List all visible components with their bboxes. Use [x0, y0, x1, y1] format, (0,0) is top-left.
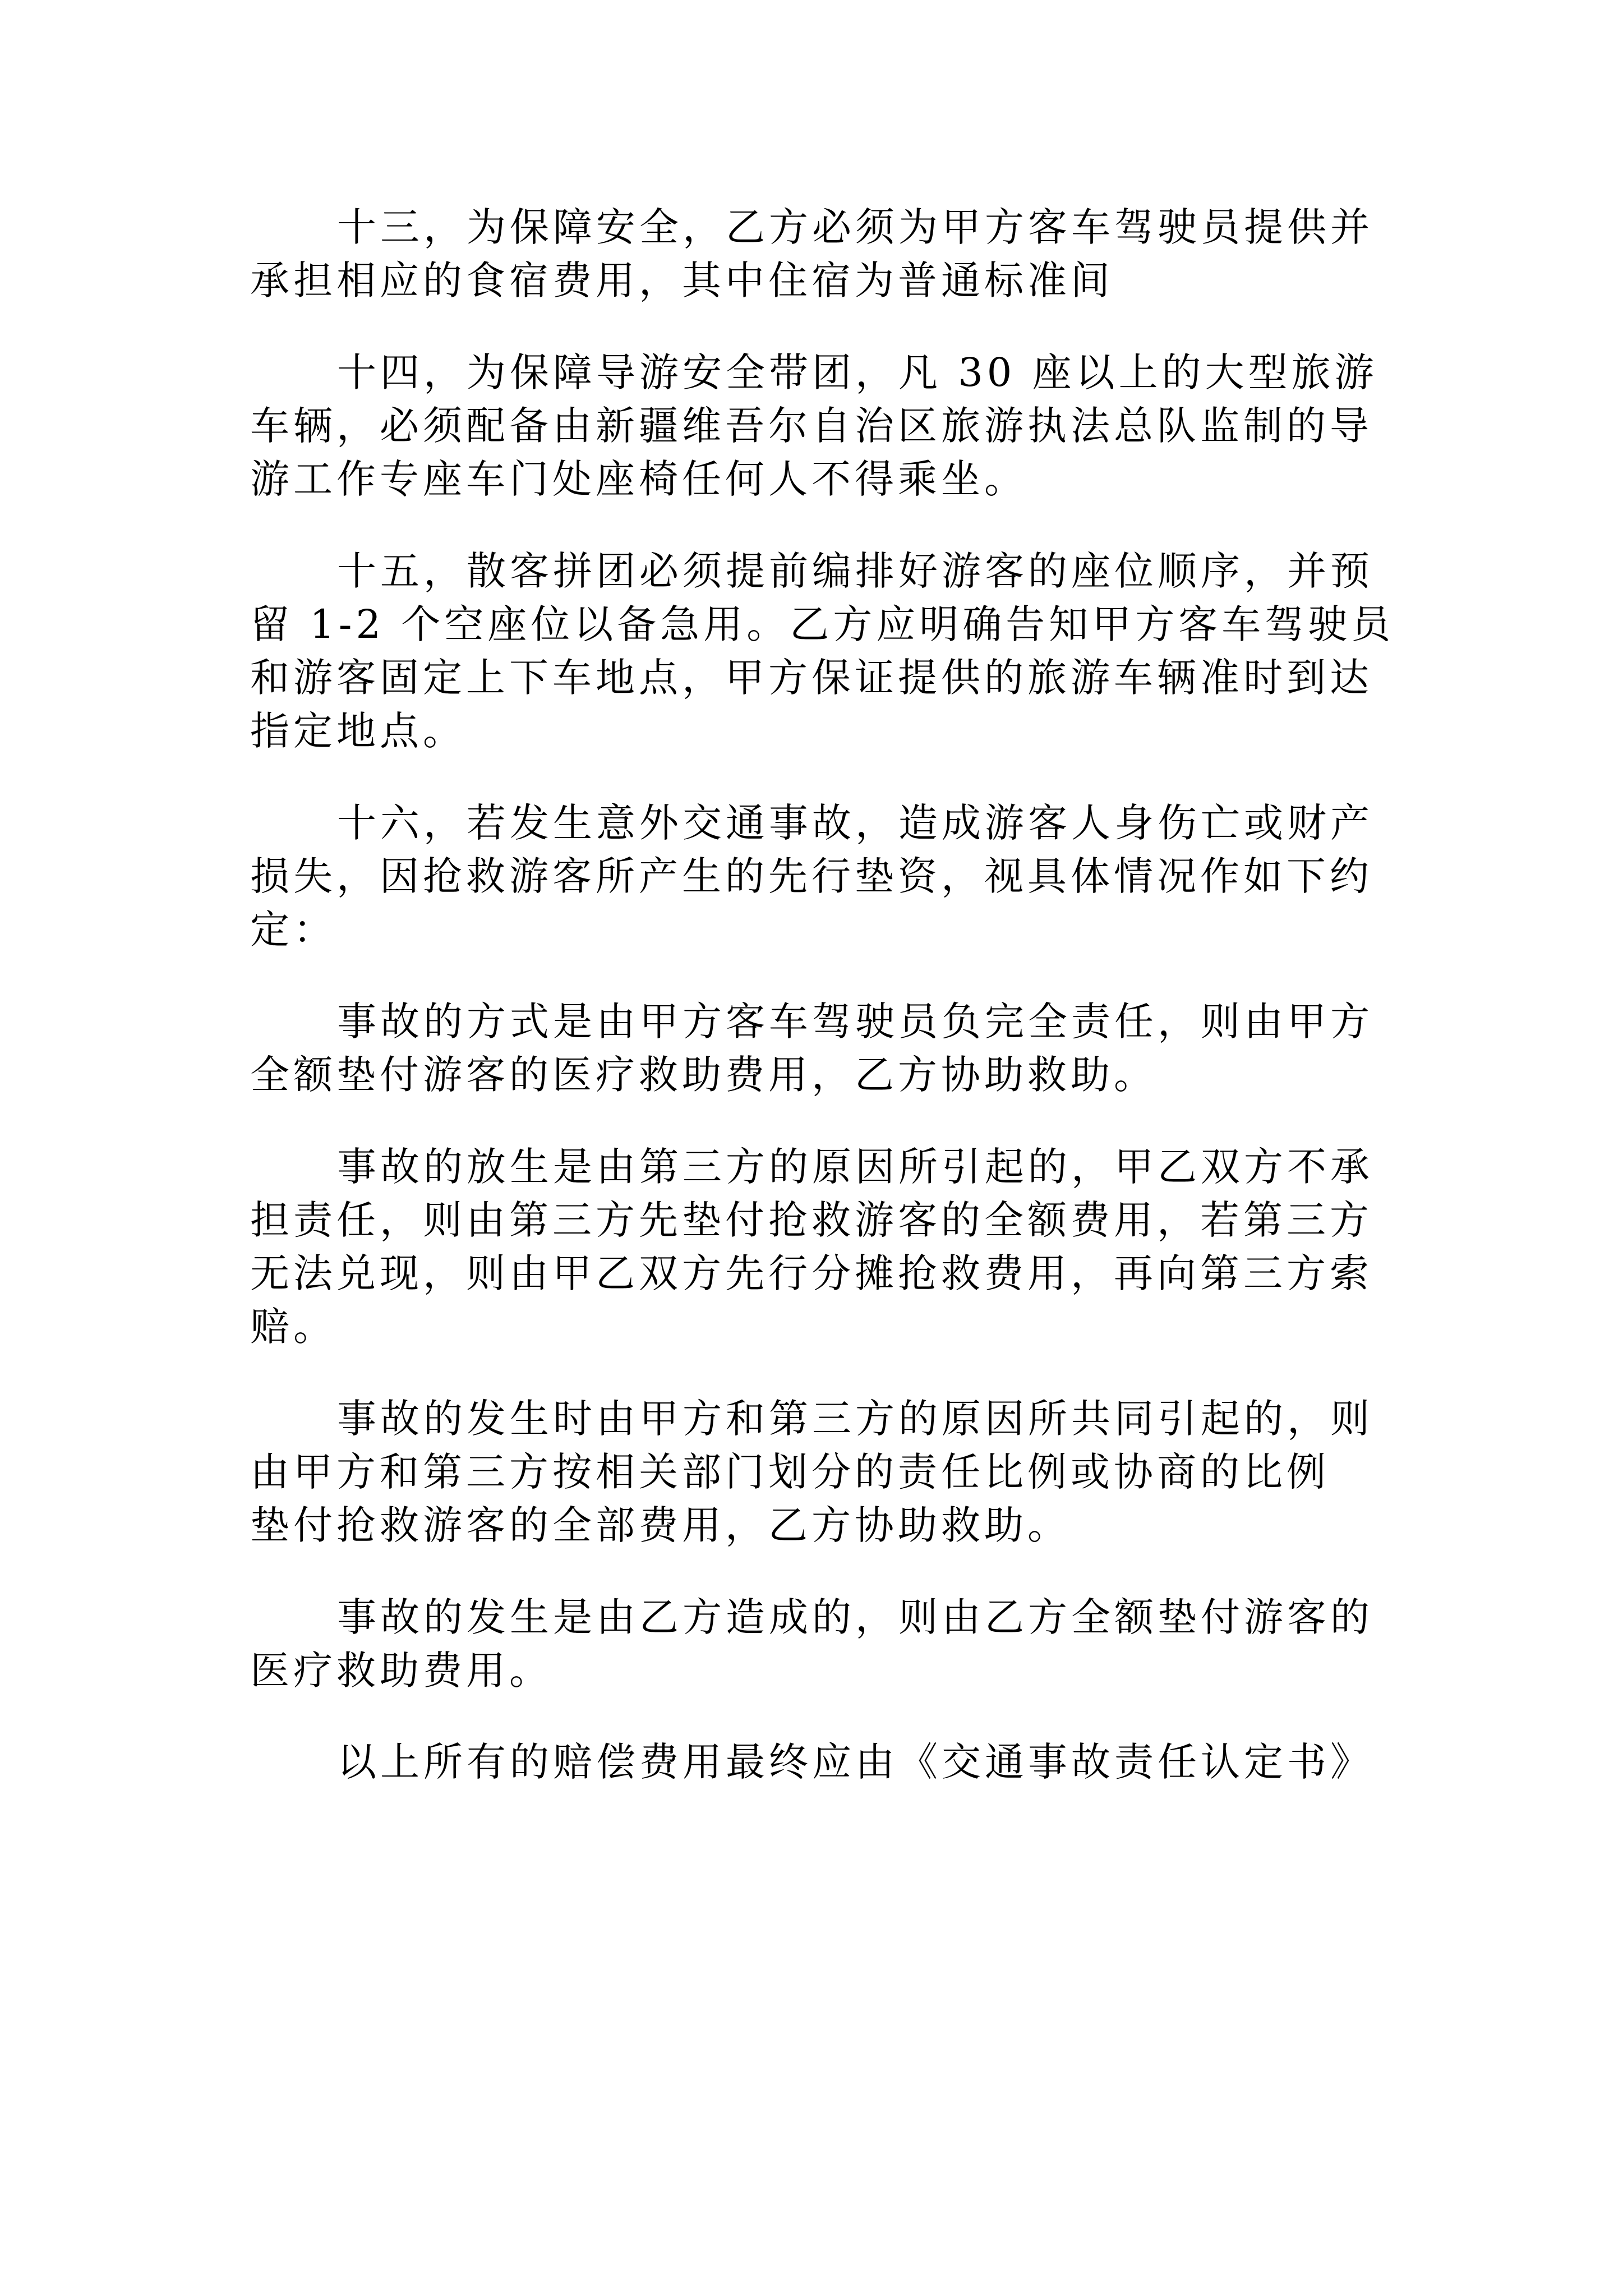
paragraph-accident-shared [250, 1392, 1389, 1552]
paragraph-line: 担责任，则由第三方先垫付抢救游客的全额费用，若第三方 [250, 1197, 1373, 1243]
paragraph-compensation [250, 1736, 1389, 1789]
paragraph-line: 十六，若发生意外交通事故，造成游客人身伤亡或财产 [337, 800, 1373, 846]
paragraph-line: 垫付抢救游客的全部费用，乙方协助救助。 [250, 1502, 1071, 1548]
paragraph-14 [250, 346, 1389, 506]
paragraph-16 [250, 797, 1389, 956]
paragraph-line: 十五，散客拼团必须提前编排好游客的座位顺序，并预 [337, 548, 1373, 594]
paragraph-line: 全额垫付游客的医疗救助费用，乙方协助救助。 [250, 1052, 1157, 1098]
paragraph-line: 损失，因抢救游客所产生的先行垫资，视具体情况作如下约 [250, 853, 1373, 899]
paragraph-line: 医疗救助费用。 [250, 1648, 552, 1694]
paragraph-13 [250, 201, 1389, 307]
paragraph-line: 事故的发生是由乙方造成的，则由乙方全额垫付游客的 [337, 1594, 1373, 1640]
paragraph-line: 赔。 [250, 1304, 336, 1350]
paragraph-line: 由甲方和第三方按相关部门划分的责任比例或协商的比例 [250, 1449, 1330, 1495]
paragraph-accident-third-party [250, 1140, 1389, 1354]
paragraph-line: 以上所有的赔偿费用最终应由《交通事故责任认定书》 [337, 1739, 1373, 1785]
paragraph-accident-driver [250, 995, 1389, 1102]
paragraph-line: 十四，为保障导游安全带团，凡 30 座以上的大型旅游 [337, 349, 1378, 395]
paragraph-line: 承担相应的食宿费用，其中住宿为普通标准间 [250, 257, 1114, 303]
paragraph-line: 车辆，必须配备由新疆维吾尔自治区旅游执法总队监制的导 [250, 403, 1373, 449]
paragraph-line: 游工作专座车门处座椅任何人不得乘坐。 [250, 456, 1027, 502]
document-body [250, 201, 1395, 1789]
paragraph-accident-party-b [250, 1591, 1389, 1697]
paragraph-line: 指定地点。 [250, 708, 466, 754]
paragraph-15 [250, 545, 1395, 758]
paragraph-line: 十三，为保障安全，乙方必须为甲方客车驾驶员提供并 [337, 204, 1373, 250]
paragraph-line: 和游客固定上下车地点，甲方保证提供的旅游车辆准时到达 [250, 655, 1373, 701]
paragraph-line: 定： [250, 907, 336, 953]
paragraph-line: 留 1-2 个空座位以备急用。乙方应明确告知甲方客车驾驶员 [250, 601, 1395, 647]
paragraph-line: 事故的方式是由甲方客车驾驶员负完全责任，则由甲方 [337, 999, 1373, 1045]
paragraph-line: 无法兑现，则由甲乙双方先行分摊抢救费用，再向第三方索 [250, 1250, 1373, 1296]
paragraph-line: 事故的放生是由第三方的原因所引起的，甲乙双方不承 [337, 1144, 1373, 1190]
paragraph-line: 事故的发生时由甲方和第三方的原因所共同引起的，则 [337, 1396, 1373, 1442]
